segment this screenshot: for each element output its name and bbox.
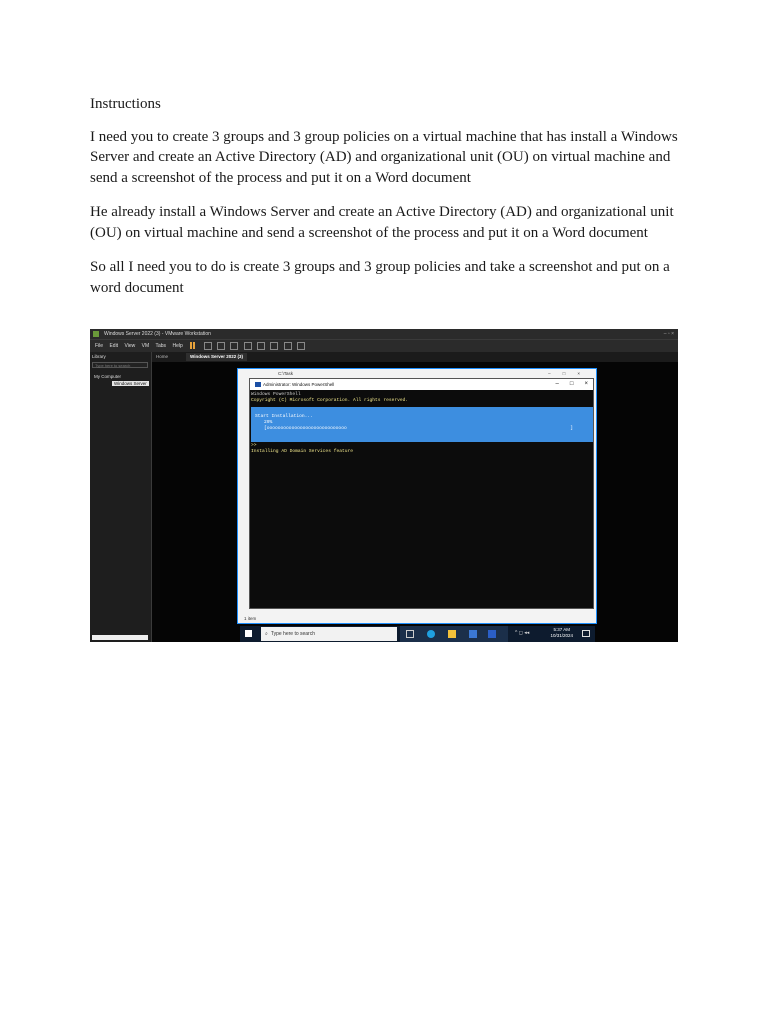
powershell-title-bar [250, 379, 593, 390]
menu-help: Help [172, 343, 183, 349]
ps-header-line: Windows PowerShell [251, 392, 301, 397]
vm-tab-bar [152, 352, 678, 362]
instruction-paragraph-1: I need you to create 3 groups and 3 group policies on a virtual machine that has install a Windows Server and create an Active Directory (AD) and organizational unit (OU) on virtual machine and send a screenshot of the process and put it on a Word document [90, 128, 678, 186]
server-manager-icon [469, 630, 477, 638]
snapshot-icon [204, 342, 212, 350]
window-controls-icon: – ▫ × [663, 331, 674, 337]
notification-icon [582, 630, 590, 637]
manage-icon [230, 342, 238, 350]
powershell-taskbar-icon [488, 630, 496, 638]
system-tray-icon: ^ ◻ ◂◂ [515, 630, 530, 636]
tab-home: Home [156, 354, 169, 359]
library-panel [90, 352, 152, 642]
explorer-title-bar [238, 369, 596, 378]
taskbar-time: 5:37 AM [553, 627, 570, 632]
powershell-title: Administrator: Windows PowerShell [263, 382, 335, 387]
revert-icon [217, 342, 225, 350]
progress-title: Start Installation... [255, 414, 313, 419]
ps-progress-block [251, 407, 593, 442]
view-icon [297, 342, 305, 350]
powershell-window [249, 378, 594, 609]
menu-edit: Edit [109, 343, 119, 349]
instruction-paragraph-2: He already install a Windows Server and create an Active Directory (AD) and organizational unit (OU) on virtual machine and send a screenshot of the process and put it on a Word document [90, 204, 674, 241]
fullscreen-icon [257, 342, 265, 350]
progress-bar-end: ] [570, 426, 573, 431]
library-search-input: Type here to search [92, 362, 148, 368]
taskbar-search-box [261, 627, 397, 641]
edge-icon [427, 630, 435, 638]
library-title: Library [92, 354, 106, 359]
menu-tabs: Tabs [155, 343, 167, 349]
guest-taskbar [240, 626, 595, 642]
vmware-menu-bar [90, 339, 678, 352]
unity-icon [270, 342, 278, 350]
powershell-icon [255, 382, 261, 387]
explorer-window-controls-icon: –□× [548, 371, 592, 376]
menu-vm: VM [141, 343, 150, 349]
task-view-icon [406, 630, 414, 638]
progress-bar: [ooooooooooooooooooooooooooooo [264, 426, 347, 431]
taskbar-clock [550, 627, 573, 639]
vmware-title-bar [90, 329, 678, 339]
explorer-status: 1 item [244, 616, 257, 621]
windows-start-icon [245, 630, 252, 637]
taskbar-apps [400, 626, 508, 642]
vmware-logo-icon [93, 331, 99, 337]
ps-status-line: Installing AD Domain Services feature [251, 449, 353, 454]
menu-file: File [95, 343, 104, 349]
instruction-paragraph-3: So all I need you to do is create 3 groups and 3 group policies and take a screenshot and put on a word document [90, 259, 670, 296]
library-scrollbar [92, 635, 148, 640]
search-icon: ⌕ [265, 631, 268, 637]
progress-percent: 29% [264, 420, 273, 425]
ps-prompt: >> [251, 443, 257, 448]
powershell-window-controls-icon: – □ × [555, 381, 588, 387]
tree-my-computer: My Computer [94, 374, 122, 379]
file-explorer-icon [448, 630, 456, 638]
explorer-title: C:\Task [278, 371, 294, 376]
pause-icon [190, 342, 192, 349]
ps-copyright-line: Copyright (C) Microsoft Corporation. All rights reserved. [251, 398, 409, 403]
taskbar-search-placeholder: Type here to search [270, 631, 316, 637]
document-heading: Instructions [90, 96, 161, 112]
tab-windows-server: Windows Server 2022 (3) [186, 353, 247, 361]
embedded-screenshot [90, 329, 678, 642]
document-body [90, 94, 682, 312]
terminal-icon [284, 342, 292, 350]
taskbar-date: 10/31/2024 [550, 633, 573, 638]
menu-view: View [124, 343, 136, 349]
console-icon [244, 342, 252, 350]
tree-vm-item: Windows Server [114, 381, 147, 386]
vmware-window-title: Windows Server 2022 (3) - VMware Workstation [104, 331, 211, 337]
